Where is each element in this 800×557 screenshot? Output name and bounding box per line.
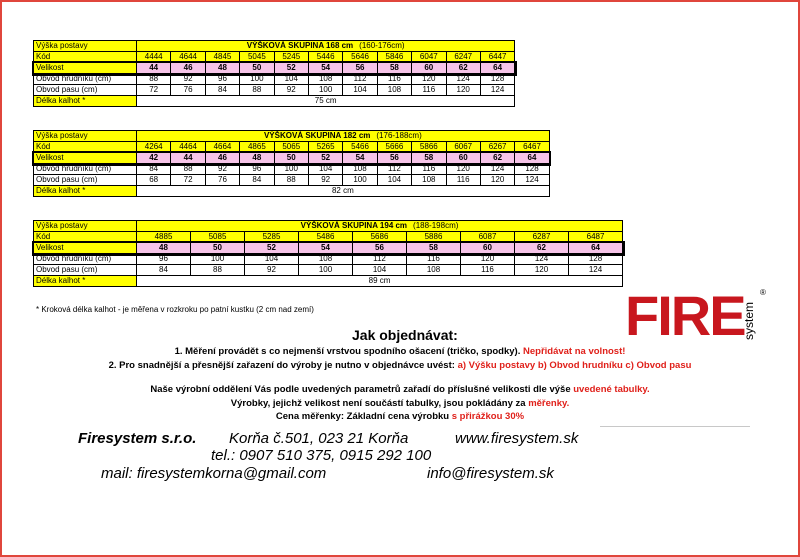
- code-row-cell: 5666: [377, 142, 411, 153]
- chest-row-cell: 124: [480, 164, 514, 175]
- length-row: [34, 96, 515, 107]
- waist-row-cell: 120: [515, 265, 569, 276]
- code-row-cell: 4664: [205, 142, 239, 153]
- code-row-cell: 4644: [171, 52, 205, 63]
- code-row-cell: 5045: [240, 52, 274, 63]
- height-row: [34, 41, 515, 52]
- code-row-cell: 6267: [480, 142, 514, 153]
- chest-row-cell: 104: [274, 74, 308, 85]
- waist-row-cell: 120: [480, 175, 514, 186]
- size-row-cell: 56: [353, 243, 407, 254]
- group-range: (176-188cm): [376, 131, 422, 140]
- height-row: [34, 221, 623, 232]
- row-label: Výška postavy: [34, 41, 137, 52]
- waist-row-cell: 68: [137, 175, 171, 186]
- waist-row-cell: 88: [274, 175, 308, 186]
- chest-row-cell: 84: [137, 164, 171, 175]
- row-label: Délka kalhot *: [34, 186, 137, 197]
- chest-row-cell: 96: [205, 74, 239, 85]
- size-row-cell: 60: [412, 63, 446, 74]
- chest-row-cell: 120: [461, 254, 515, 265]
- size-row-cell: 52: [308, 153, 342, 164]
- size-row-cell: 54: [308, 63, 342, 74]
- size-row-cell: 58: [407, 243, 461, 254]
- waist-row-cell: 72: [137, 85, 171, 96]
- chest-row-cell: 128: [569, 254, 623, 265]
- code-row: [34, 142, 550, 153]
- code-row-cell: 5886: [407, 232, 461, 243]
- chest-row-cell: 116: [412, 164, 446, 175]
- chest-row-cell: 96: [137, 254, 191, 265]
- row-label: Kód: [34, 232, 137, 243]
- waist-row-cell: 84: [137, 265, 191, 276]
- size-row-cell: 50: [274, 153, 308, 164]
- code-row-cell: 5686: [353, 232, 407, 243]
- size-row-cell: 64: [480, 63, 514, 74]
- code-row: [34, 232, 623, 243]
- chest-row-cell: 124: [446, 74, 480, 85]
- size-row-cell: 58: [377, 63, 411, 74]
- row-label: Velikost: [34, 243, 137, 254]
- waist-row-cell: 76: [171, 85, 205, 96]
- group-title: VÝŠKOVÁ SKUPINA 168 cm: [246, 41, 354, 50]
- logo-word: FIRE: [625, 284, 745, 347]
- chest-row-cell: 108: [299, 254, 353, 265]
- chest-row-cell: 88: [171, 164, 205, 175]
- size-row: [34, 63, 515, 74]
- waist-row-cell: 104: [377, 175, 411, 186]
- company-name: Firesystem s.r.o.: [78, 430, 197, 447]
- code-row-cell: 5846: [377, 52, 411, 63]
- order-line-2: 2. Pro snadnější a přesnější zařazení do výroby je nutno v objednávce uvést: a) Výšku postavy b) Obvod hrudníku c) Obvod pasu: [108, 360, 692, 371]
- height-row: [34, 131, 550, 142]
- code-row-cell: 5866: [412, 142, 446, 153]
- chest-row-cell: 92: [205, 164, 239, 175]
- size-row: [34, 153, 550, 164]
- size-row-cell: 56: [377, 153, 411, 164]
- waist-row-cell: 100: [308, 85, 342, 96]
- row-label: Délka kalhot *: [34, 276, 137, 287]
- row-label: Obvod hrudníku (cm): [34, 74, 137, 85]
- code-row-cell: 5245: [274, 52, 308, 63]
- size-row-cell: 62: [446, 63, 480, 74]
- order-line-1: 1. Měření provádět s co nejmenší vrstvou spodního ošacení (tričko, spodky). Nepřidávat na volnost!: [174, 346, 626, 357]
- code-row-cell: 5265: [308, 142, 342, 153]
- group-header: [137, 131, 550, 142]
- chest-row-cell: 120: [446, 164, 480, 175]
- chest-row: [34, 164, 550, 175]
- chest-row-cell: 128: [480, 74, 514, 85]
- size-row-cell: 54: [299, 243, 353, 254]
- waist-row-cell: 108: [407, 265, 461, 276]
- row-label: Kód: [34, 142, 137, 153]
- waist-row-cell: 88: [240, 85, 274, 96]
- waist-row-cell: 92: [274, 85, 308, 96]
- size-row-cell: 54: [343, 153, 377, 164]
- row-label: Velikost: [34, 153, 137, 164]
- size-row-cell: 50: [240, 63, 274, 74]
- code-row-cell: 6467: [515, 142, 549, 153]
- company-address: Korňa č.501, 023 21 Korňa: [229, 430, 409, 447]
- chest-row-cell: 104: [245, 254, 299, 265]
- chest-row-cell: 124: [515, 254, 569, 265]
- size-row-cell: 60: [446, 153, 480, 164]
- code-row-cell: 4264: [137, 142, 171, 153]
- logo-sub: system: [742, 301, 756, 340]
- waist-row-cell: 108: [377, 85, 411, 96]
- size-table-1: [33, 40, 515, 107]
- code-row-cell: 5446: [308, 52, 342, 63]
- row-label: Velikost: [34, 63, 137, 74]
- group-header: [137, 221, 623, 232]
- chest-row-cell: 108: [343, 164, 377, 175]
- length-row: [34, 186, 550, 197]
- row-label: Délka kalhot *: [34, 96, 137, 107]
- code-row-cell: 5085: [191, 232, 245, 243]
- logo-registered: ®: [760, 288, 766, 297]
- waist-row-cell: 84: [205, 85, 239, 96]
- waist-row-cell: 124: [569, 265, 623, 276]
- row-label: Kód: [34, 52, 137, 63]
- code-row-cell: 4885: [137, 232, 191, 243]
- code-row: [34, 52, 515, 63]
- row-label: Výška postavy: [34, 131, 137, 142]
- chest-row-cell: 112: [353, 254, 407, 265]
- waist-row-cell: 104: [353, 265, 407, 276]
- size-row-cell: 48: [240, 153, 274, 164]
- code-row-cell: 6047: [412, 52, 446, 63]
- waist-row-cell: 104: [343, 85, 377, 96]
- code-row-cell: 5646: [343, 52, 377, 63]
- company-mail[interactable]: mail: firesystemkorna@gmail.com: [101, 465, 327, 482]
- waist-row: [34, 265, 623, 276]
- chest-row-cell: 100: [240, 74, 274, 85]
- chest-row-cell: 100: [191, 254, 245, 265]
- waist-row-cell: 100: [299, 265, 353, 276]
- size-row-cell: 62: [515, 243, 569, 254]
- chest-row-cell: 92: [171, 74, 205, 85]
- chest-row-cell: 128: [515, 164, 549, 175]
- size-table-3: [33, 220, 623, 287]
- company-phone: tel.: 0907 510 375, 0915 292 100: [211, 447, 432, 464]
- size-row-cell: 42: [137, 153, 171, 164]
- waist-row: [34, 175, 550, 186]
- waist-row-cell: 92: [308, 175, 342, 186]
- size-row-cell: 64: [569, 243, 623, 254]
- size-row-cell: 48: [137, 243, 191, 254]
- code-row-cell: 5285: [245, 232, 299, 243]
- size-row-cell: 44: [171, 153, 205, 164]
- group-header: [137, 41, 515, 52]
- row-label: Obvod hrudníku (cm): [34, 254, 137, 265]
- chest-row-cell: 100: [274, 164, 308, 175]
- waist-row-cell: 92: [245, 265, 299, 276]
- code-row-cell: 6487: [569, 232, 623, 243]
- size-row-cell: 56: [343, 63, 377, 74]
- size-row-cell: 52: [245, 243, 299, 254]
- size-row-cell: 48: [205, 63, 239, 74]
- waist-row-cell: 88: [191, 265, 245, 276]
- chest-row-cell: 116: [377, 74, 411, 85]
- size-row-cell: 50: [191, 243, 245, 254]
- chest-row-cell: 108: [308, 74, 342, 85]
- size-row-cell: 60: [461, 243, 515, 254]
- order-title: Jak objednávat:: [352, 327, 458, 343]
- code-row-cell: 4444: [137, 52, 171, 63]
- group-title: VÝŠKOVÁ SKUPINA 194 cm: [300, 221, 408, 230]
- company-web[interactable]: www.firesystem.sk: [455, 430, 579, 447]
- code-row-cell: 6067: [446, 142, 480, 153]
- code-row-cell: 4865: [240, 142, 274, 153]
- row-label: Obvod pasu (cm): [34, 175, 137, 186]
- waist-row: [34, 85, 515, 96]
- waist-row-cell: 116: [461, 265, 515, 276]
- code-row-cell: 5486: [299, 232, 353, 243]
- group-title: VÝŠKOVÁ SKUPINA 182 cm: [263, 131, 371, 140]
- row-label: Obvod hrudníku (cm): [34, 164, 137, 175]
- code-row-cell: 4464: [171, 142, 205, 153]
- size-row-cell: 46: [171, 63, 205, 74]
- length-cell: 89 cm: [137, 276, 623, 287]
- code-row-cell: 5466: [343, 142, 377, 153]
- code-row-cell: 4845: [205, 52, 239, 63]
- order-line-4: Výrobky, jejichž velikost není součástí tabulky, jsou pokládány za měřenky.: [230, 398, 570, 409]
- size-row-cell: 64: [515, 153, 549, 164]
- chest-row-cell: 112: [343, 74, 377, 85]
- code-row-cell: 5065: [274, 142, 308, 153]
- divider: [600, 426, 750, 427]
- order-line-3: Naše výrobní oddělení Vás podle uvedených parametrů zařadí do příslušné velikosti dle výše uvedené tabulky.: [150, 384, 650, 395]
- chest-row: [34, 74, 515, 85]
- code-row-cell: 6447: [480, 52, 514, 63]
- size-row: [34, 243, 623, 254]
- chest-row-cell: 116: [407, 254, 461, 265]
- company-email[interactable]: info@firesystem.sk: [427, 465, 554, 482]
- code-row-cell: 6247: [446, 52, 480, 63]
- footnote: * Kroková délka kalhot - je měřena v rozkroku po patní kustku (2 cm nad zemí): [36, 305, 314, 314]
- waist-row-cell: 100: [343, 175, 377, 186]
- waist-row-cell: 108: [412, 175, 446, 186]
- waist-row-cell: 116: [412, 85, 446, 96]
- waist-row-cell: 76: [205, 175, 239, 186]
- size-row-cell: 44: [137, 63, 171, 74]
- length-cell: 75 cm: [137, 96, 515, 107]
- size-row-cell: 46: [205, 153, 239, 164]
- waist-row-cell: 120: [446, 85, 480, 96]
- size-row-cell: 62: [480, 153, 514, 164]
- length-cell: 82 cm: [137, 186, 550, 197]
- fire-system-logo: [625, 284, 775, 347]
- chest-row: [34, 254, 623, 265]
- chest-row-cell: 88: [137, 74, 171, 85]
- row-label: Obvod pasu (cm): [34, 85, 137, 96]
- group-range: (160-176cm): [359, 41, 405, 50]
- waist-row-cell: 84: [240, 175, 274, 186]
- code-row-cell: 6087: [461, 232, 515, 243]
- size-row-cell: 52: [274, 63, 308, 74]
- order-line-5: Cena měřenky: Základní cena výrobku s přirážkou 30%: [275, 411, 525, 422]
- waist-row-cell: 72: [171, 175, 205, 186]
- length-row: [34, 276, 623, 287]
- chest-row-cell: 120: [412, 74, 446, 85]
- size-table-2: [33, 130, 550, 197]
- waist-row-cell: 124: [480, 85, 514, 96]
- waist-row-cell: 124: [515, 175, 549, 186]
- chest-row-cell: 112: [377, 164, 411, 175]
- size-row-cell: 58: [412, 153, 446, 164]
- chest-row-cell: 96: [240, 164, 274, 175]
- waist-row-cell: 116: [446, 175, 480, 186]
- row-label: Výška postavy: [34, 221, 137, 232]
- code-row-cell: 6287: [515, 232, 569, 243]
- group-range: (188-198cm): [413, 221, 459, 230]
- row-label: Obvod pasu (cm): [34, 265, 137, 276]
- chest-row-cell: 104: [308, 164, 342, 175]
